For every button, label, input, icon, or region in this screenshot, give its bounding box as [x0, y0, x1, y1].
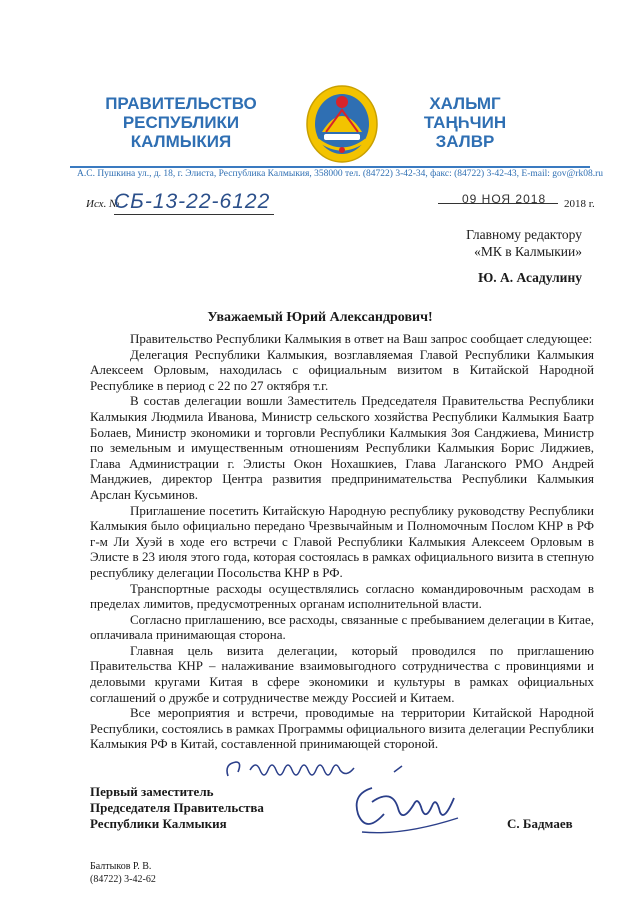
header-left-line-2: РЕСПУБЛИКИ — [122, 113, 240, 132]
reference-number: СБ-13-22-6122 — [114, 190, 274, 215]
paragraph: Все мероприятия и встречи, проводимые на территории Китайской Народной Республики, состоялись в рамках Программы официального визита делегации Республики Калмыкия РФ в Китай, составленной принимающей стороной. — [90, 705, 594, 752]
paragraph: В состав делегации вошли Заместитель Председателя Правительства Республики Калмыкия Людмила Иванова, Министр сельского хозяйства Республики Калмыкия Баатр Болаев, Министр экономики и торговли Республики Калмыкия Зоя Санджиева, Министр по земельным и имущественным отношениям Республики Калмыкия Борис Лиджиев, Глава Администрации г. Элисты Окон Нохашкиев, Глава Лаганского РМО Андрей Манджиев, директор Центра развития предпринимательства Республики Калмыкия Арслан Кусьминов. — [90, 393, 594, 502]
year-suffix: 2018 г. — [564, 198, 595, 210]
signatory-name: С. Бадмаев — [507, 816, 573, 831]
paragraph: Согласно приглашению, все расходы, связанные с пребыванием делегации в Китае, оплачивала принимающая сторона. — [90, 611, 594, 643]
header-right-line-1: ХАЛЬМГ — [429, 94, 501, 113]
reference-label: Исх. № — [86, 198, 120, 210]
paragraph: Транспортные расходы осуществлялись согласно командировочным расходам в пределах лимитов, предусмотренных органам исполнительной власти. — [90, 580, 594, 612]
executor-phone: (84722) 3-42-62 — [90, 874, 156, 885]
header-divider — [70, 166, 590, 168]
header-left-title — [96, 94, 266, 151]
signatory-title — [90, 784, 264, 832]
executor-block — [90, 860, 156, 886]
letter-body — [90, 331, 594, 752]
addressee-line-1: Главному редактору — [466, 227, 582, 242]
contact-line: А.С. Пушкина ул., д. 18, г. Элиста, Республика Калмыкия, 358000 тел. (84722) 3-42-34, факс: (84722) 3-42-43, E-mail: gov@rk08.ru — [77, 169, 603, 179]
addressee-name: Ю. А. Асадулину — [478, 270, 582, 285]
date-stamp: 09 НОЯ 2018 — [462, 192, 547, 206]
addressee-line-2: «МК в Калмыкии» — [474, 244, 582, 259]
header-right-line-2: ТАҢҺЧИН — [423, 113, 507, 132]
signatory-title-line-1: Первый заместитель — [90, 784, 214, 799]
executor-name: Балтыков Р. В. — [90, 861, 152, 872]
header-left-line-3: КАЛМЫКИЯ — [130, 132, 232, 151]
addressee-block — [466, 226, 582, 286]
reference-line — [86, 190, 606, 214]
signatory-title-line-2: Председателя Правительства — [90, 800, 264, 815]
paragraph: Делегация Республики Калмыкия, возглавляемая Главой Республики Калмыкия Алексеем Орловым, находилась с официальным визитом в Китайской Народной Республике в период с 22 по 27 октября т.г. — [90, 346, 594, 393]
header-left-line-1: ПРАВИТЕЛЬСТВО — [105, 94, 257, 113]
header-right-line-3: ЗАЛВР — [435, 132, 495, 151]
signatory-title-line-3: Республики Калмыкия — [90, 816, 227, 831]
kalmykia-emblem-icon — [304, 80, 380, 164]
header-right-title — [390, 94, 540, 151]
paragraph: Правительство Республики Калмыкия в ответ на Ваш запрос сообщает следующее: — [130, 331, 593, 346]
paragraph: Приглашение посетить Китайскую Народную республику руководству Республики Калмыкия было официально передано Чрезвычайным и Полномочным Послом КНР в РФ г-м Ли Хуэй в ходе его встречи с Главой Республики Калмыкия Алексеем Орловым в Элисте в 23 июля этого года, которая состоялась в рамках официального визита в степную республику делегации Посольства КНР в РФ. — [90, 502, 594, 580]
salutation: Уважаемый Юрий Александрович! — [207, 310, 433, 325]
paragraph: Главная цель визита делегации, который проводился по приглашению Правительства КНР – налаживание взаимовыгодного сотрудничества с провинциями и деловыми кругами Китая в сфере экономики и культуры в рамках официальных соглашений о дружбе и сотрудничестве между Россией и Китаем. — [90, 642, 594, 705]
